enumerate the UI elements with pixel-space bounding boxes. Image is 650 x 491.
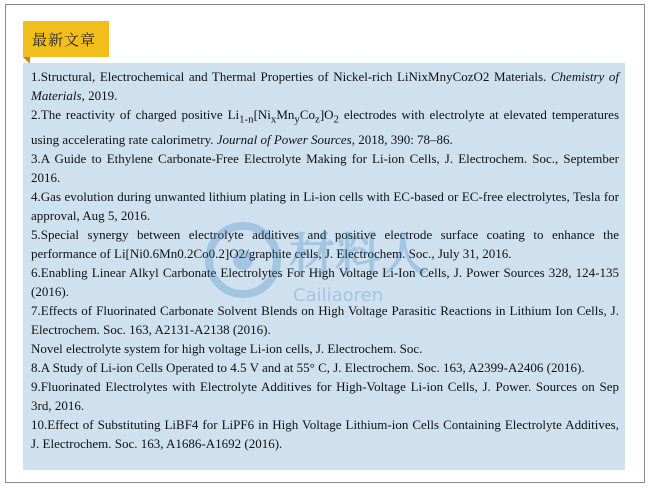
- reference-item: 3.A Guide to Ethylene Carbonate-Free Electrolyte Making for Li-ion Cells, J. Electrochem. Soc., September 2016.: [31, 150, 619, 185]
- watermark-cn-text: 材料人: [289, 228, 427, 282]
- reference-item: 1.Structural, Electrochemical and Thermal Properties of Nickel-rich LiNixMnyCozO2 Materials. Chemistry of Materials, 2019.: [31, 69, 619, 103]
- reference-item: 8.A Study of Li-ion Cells Operated to 4.5 V and at 55° C, J. Electrochem. Soc. 163, A2399-A2406 (2016).: [31, 359, 585, 375]
- reference-item: 9.Fluorinated Electrolytes with Electrolyte Additives for High-Voltage Li-ion Cells, J. Power. Sources on Sep 3rd, 2016.: [31, 378, 619, 413]
- reference-item: 2.The reactivity of charged positive $Li_{1-n}[Ni_xMn_yCo_z]O_2$ electrodes with electrolyte at elevated temperatures using accelerating rate calorimetry. Journal of Power Sources, 2018, 390: 78–86.: [31, 107, 619, 147]
- reference-item: 7.Effects of Fluorinated Carbonate Solvent Blends on High Voltage Parasitic Reactions in Lithium Ion Cells, J. Electrochem. Soc. 163, A2131-A2138 (2016).: [31, 302, 619, 337]
- reference-list: [23, 63, 625, 470]
- reference-item: 5.Special synergy between electrolyte additives and positive electrode surface coating to enhance the performance of Li[Ni0.6Mn0.2Co0.2]O2/graphite cells, J. Electrochem. Soc., July 31, 2016.: [31, 226, 619, 261]
- section-tag-label: 最新文章: [32, 31, 97, 49]
- watermark-en-text: Cailiaoren: [293, 285, 384, 306]
- journal-name: Journal of Power Sources: [216, 131, 352, 147]
- reference-item: 6.Enabling Linear Alkyl Carbonate Electrolytes For High Voltage Li-Ion Cells, J. Power Sources 328, 124-135 (2016).: [31, 264, 619, 299]
- journal-name: Chemistry of Materials: [31, 69, 619, 103]
- slide: [5, 4, 645, 483]
- reference-item: Novel electrolyte system for high voltage Li-ion cells, J. Electrochem. Soc.: [31, 340, 423, 356]
- reference-item: 10.Effect of Substituting LiBF4 for LiPF6 in High Voltage Lithium-ion Cells Containing Electrolyte Additives, J. Electrochem. Soc. 163, A1686-A1692 (2016).: [31, 416, 619, 451]
- section-tag: [23, 21, 109, 57]
- reference-item: 4.Gas evolution during unwanted lithium plating in Li-ion cells with EC-based or EC-free electrolytes, Tesla for approval, Aug 5, 2016.: [31, 188, 619, 223]
